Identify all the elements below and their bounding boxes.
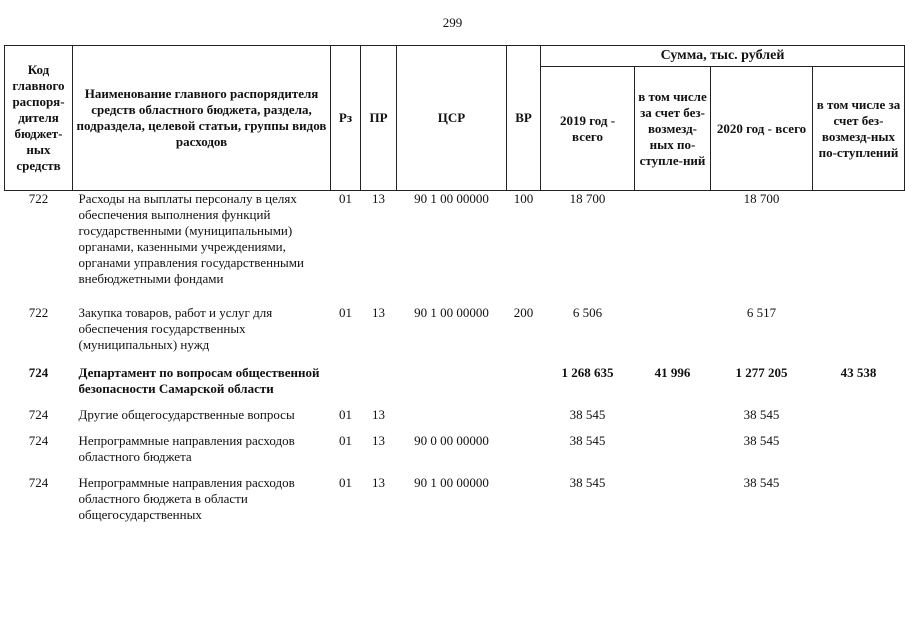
cell-name: Расходы на выплаты персоналу в целях обеспечения выполнения функций государственными (муниципальными) органами, казенными учреждениями, органами управления государственными внебюджетными фондами xyxy=(78,191,304,286)
cell-2020-free xyxy=(813,287,905,353)
table-row xyxy=(5,353,905,397)
cell-rz: 01 xyxy=(339,191,352,206)
page-number: 299 xyxy=(442,15,463,30)
header-name: Наименование главного распорядителя средств областного бюджета, раздела, подраздела, целевой статьи, группы видов расходов xyxy=(73,46,331,191)
cell-2019-total: 18 700 xyxy=(569,191,606,206)
cell-csr: 90 0 00 00000 xyxy=(414,433,489,448)
cell-vr xyxy=(507,465,541,523)
table-row xyxy=(5,465,905,523)
cell-csr xyxy=(397,353,507,397)
cell-code: 724 xyxy=(28,433,49,448)
cell-2020-free xyxy=(813,423,905,465)
cell-2020-total: 6 517 xyxy=(746,305,777,320)
cell-2020-total: 1 277 205 xyxy=(735,365,788,380)
cell-name: Непрограммные направления расходов областного бюджета в области общегосударственных xyxy=(78,475,295,522)
cell-vr: 100 xyxy=(513,191,534,206)
cell-csr: 90 1 00 00000 xyxy=(414,191,489,206)
cell-code: 724 xyxy=(28,407,49,422)
header-2019-total: 2019 год - всего xyxy=(541,67,635,191)
cell-rz: 01 xyxy=(339,305,352,320)
cell-code: 722 xyxy=(28,305,49,320)
cell-pr: 13 xyxy=(372,191,385,206)
cell-2019-total: 38 545 xyxy=(569,475,606,490)
cell-pr: 13 xyxy=(372,475,385,490)
cell-csr: 90 1 00 00000 xyxy=(414,305,489,320)
header-code: Код главного распоря-дителя бюджет-ных средств xyxy=(5,46,73,191)
cell-name: Закупка товаров, работ и услуг для обеспечения государственных (муниципальных) нужд xyxy=(78,305,273,352)
cell-name: Департамент по вопросам общественной безопасности Самарской области xyxy=(78,365,320,396)
cell-rz: 01 xyxy=(339,407,352,422)
cell-vr xyxy=(507,353,541,397)
cell-2019-total: 38 545 xyxy=(569,407,606,422)
cell-2019-free xyxy=(635,287,711,353)
header-rz: Рз xyxy=(331,46,361,191)
header-2019-free: в том числе за счет без-возмезд-ных по-ступле-ний xyxy=(635,67,711,191)
cell-2020-free: 43 538 xyxy=(840,365,877,380)
cell-2020-total: 38 545 xyxy=(743,407,780,422)
cell-2019-total: 38 545 xyxy=(569,433,606,448)
cell-vr: 200 xyxy=(513,305,534,320)
cell-2020-free xyxy=(813,397,905,423)
cell-2019-free xyxy=(635,191,711,288)
header-vr: ВР xyxy=(507,46,541,191)
cell-name: Непрограммные направления расходов областного бюджета xyxy=(78,433,295,464)
cell-pr: 13 xyxy=(372,407,385,422)
header-csr: ЦСР xyxy=(397,46,507,191)
table-row xyxy=(5,191,905,288)
cell-pr xyxy=(361,353,397,397)
cell-code: 724 xyxy=(28,365,49,380)
cell-pr: 13 xyxy=(372,433,385,448)
table-row xyxy=(5,397,905,423)
cell-rz xyxy=(331,353,361,397)
cell-vr xyxy=(507,423,541,465)
cell-rz: 01 xyxy=(339,433,352,448)
cell-2020-free xyxy=(813,465,905,523)
cell-2020-total: 38 545 xyxy=(743,475,780,490)
budget-table xyxy=(4,45,905,523)
cell-pr: 13 xyxy=(372,305,385,320)
cell-vr xyxy=(507,397,541,423)
cell-2019-free xyxy=(635,465,711,523)
table-row xyxy=(5,423,905,465)
header-2020-free: в том числе за счет без-возмезд-ных по-ступлений xyxy=(813,67,905,191)
cell-code: 724 xyxy=(28,475,49,490)
header-sum: Сумма, тыс. рублей xyxy=(541,46,905,67)
cell-name: Другие общегосударственные вопросы xyxy=(78,407,295,422)
cell-2019-free xyxy=(635,423,711,465)
cell-csr: 90 1 00 00000 xyxy=(414,475,489,490)
header-2020-total: 2020 год - всего xyxy=(711,67,813,191)
cell-2020-total: 18 700 xyxy=(743,191,780,206)
header-pr: ПР xyxy=(361,46,397,191)
cell-2020-free xyxy=(813,191,905,288)
cell-2019-total: 6 506 xyxy=(572,305,603,320)
cell-code: 722 xyxy=(28,191,49,206)
cell-2019-free: 41 996 xyxy=(654,365,691,380)
table-row xyxy=(5,287,905,353)
cell-csr xyxy=(397,397,507,423)
cell-2020-total: 38 545 xyxy=(743,433,780,448)
table-body xyxy=(5,191,905,524)
cell-rz: 01 xyxy=(339,475,352,490)
cell-2019-free xyxy=(635,397,711,423)
cell-2019-total: 1 268 635 xyxy=(561,365,614,380)
